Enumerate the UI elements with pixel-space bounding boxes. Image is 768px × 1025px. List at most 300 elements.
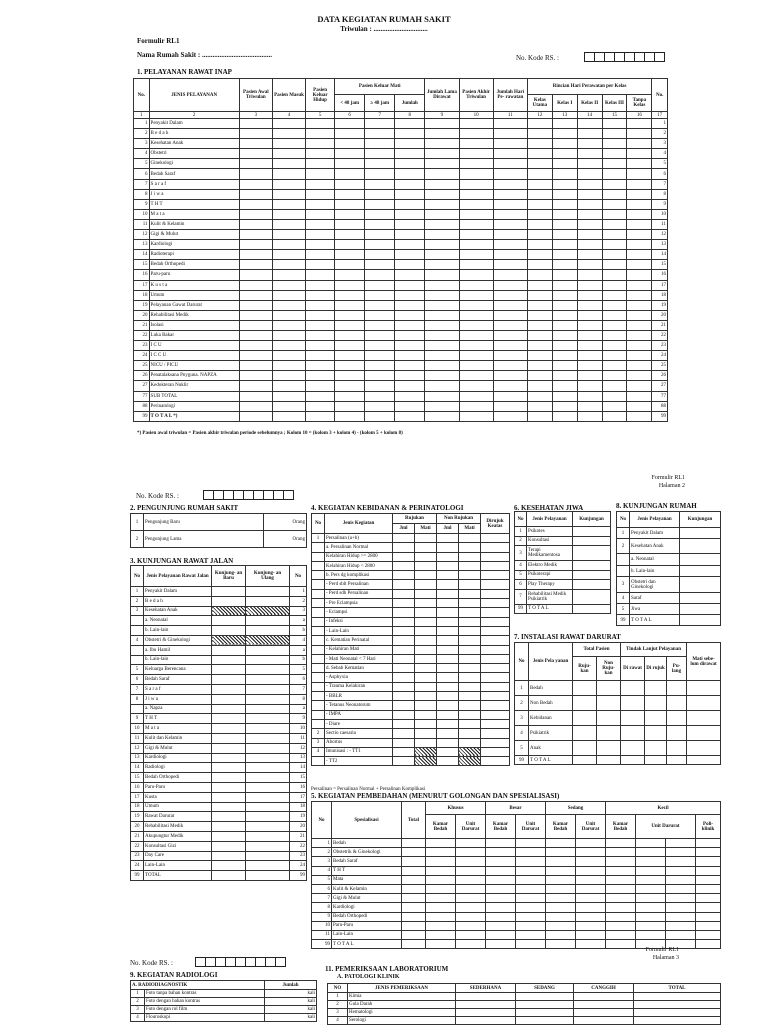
input-cell[interactable] <box>680 566 721 577</box>
input-cell[interactable] <box>393 757 415 766</box>
input-cell[interactable] <box>627 310 652 320</box>
input-cell[interactable] <box>239 129 272 139</box>
input-cell[interactable] <box>527 119 552 129</box>
input-cell[interactable] <box>527 260 552 270</box>
input-cell[interactable] <box>306 280 335 290</box>
input-cell[interactable] <box>573 570 611 580</box>
input-cell[interactable] <box>667 711 687 726</box>
input-cell[interactable] <box>481 608 510 617</box>
input-cell[interactable] <box>636 912 666 921</box>
input-cell[interactable] <box>597 756 621 765</box>
input-cell[interactable] <box>456 921 486 930</box>
input-cell[interactable] <box>459 626 481 635</box>
input-cell[interactable] <box>634 1001 721 1009</box>
input-cell[interactable] <box>493 300 527 310</box>
input-cell[interactable] <box>527 341 552 351</box>
input-cell[interactable] <box>527 330 552 340</box>
input-cell[interactable] <box>272 280 305 290</box>
input-cell[interactable] <box>246 596 290 606</box>
input-cell[interactable] <box>602 300 627 310</box>
input-cell[interactable] <box>606 912 636 921</box>
input-cell[interactable] <box>687 681 721 696</box>
input-cell[interactable] <box>437 654 459 663</box>
input-cell[interactable] <box>395 361 425 371</box>
input-cell[interactable] <box>627 320 652 330</box>
input-cell[interactable] <box>577 391 602 401</box>
input-cell[interactable] <box>239 401 272 411</box>
input-cell[interactable] <box>395 159 425 169</box>
input-cell[interactable] <box>239 290 272 300</box>
input-cell[interactable] <box>239 361 272 371</box>
input-cell[interactable] <box>493 341 527 351</box>
input-cell[interactable] <box>246 782 290 792</box>
input-cell[interactable] <box>246 684 290 694</box>
input-cell[interactable] <box>680 554 721 566</box>
input-cell[interactable] <box>272 371 305 381</box>
input-cell[interactable] <box>627 219 652 229</box>
input-cell[interactable] <box>212 596 246 606</box>
input-cell[interactable] <box>680 593 721 604</box>
input-cell[interactable] <box>437 710 459 719</box>
input-cell[interactable] <box>493 219 527 229</box>
input-cell[interactable] <box>402 848 426 857</box>
input-cell[interactable] <box>415 682 437 691</box>
input-cell[interactable] <box>306 260 335 270</box>
input-cell[interactable] <box>606 839 636 848</box>
input-cell[interactable] <box>246 812 290 822</box>
input-cell[interactable] <box>627 381 652 391</box>
input-cell[interactable] <box>415 738 437 747</box>
input-cell[interactable] <box>552 270 577 280</box>
input-cell[interactable] <box>335 320 365 330</box>
input-cell[interactable] <box>459 179 493 189</box>
input-cell[interactable] <box>602 250 627 260</box>
input-cell[interactable] <box>437 552 459 561</box>
input-cell[interactable] <box>272 219 305 229</box>
input-cell[interactable] <box>456 857 486 866</box>
input-cell[interactable] <box>486 903 516 912</box>
input-cell[interactable] <box>696 930 721 939</box>
input-cell[interactable] <box>546 894 576 903</box>
input-cell[interactable] <box>577 371 602 381</box>
input-cell[interactable] <box>393 673 415 682</box>
input-cell[interactable] <box>239 149 272 159</box>
input-cell[interactable] <box>426 912 456 921</box>
input-cell[interactable] <box>395 270 425 280</box>
input-cell[interactable] <box>546 930 576 939</box>
input-cell[interactable] <box>395 129 425 139</box>
input-cell[interactable] <box>395 139 425 149</box>
input-cell[interactable] <box>456 1001 516 1009</box>
input-cell[interactable] <box>552 250 577 260</box>
input-cell[interactable] <box>696 839 721 848</box>
input-cell[interactable] <box>239 411 272 421</box>
input-cell[interactable] <box>365 320 395 330</box>
input-cell[interactable] <box>527 159 552 169</box>
input-cell[interactable] <box>212 763 246 773</box>
input-cell[interactable] <box>239 270 272 280</box>
input-cell[interactable] <box>239 219 272 229</box>
input-cell[interactable] <box>577 330 602 340</box>
input-cell[interactable] <box>602 330 627 340</box>
input-cell[interactable] <box>395 149 425 159</box>
input-cell[interactable] <box>437 645 459 654</box>
input-cell[interactable] <box>459 543 481 552</box>
input-cell[interactable] <box>634 993 721 1001</box>
input-cell[interactable] <box>645 726 667 741</box>
input-cell[interactable] <box>335 250 365 260</box>
input-cell[interactable] <box>365 169 395 179</box>
input-cell[interactable] <box>415 654 437 663</box>
input-cell[interactable] <box>239 320 272 330</box>
input-cell[interactable] <box>437 543 459 552</box>
input-cell[interactable] <box>602 169 627 179</box>
input-cell[interactable] <box>552 330 577 340</box>
input-cell[interactable] <box>395 219 425 229</box>
input-cell[interactable] <box>335 351 365 361</box>
input-cell[interactable] <box>481 710 510 719</box>
input-cell[interactable] <box>272 351 305 361</box>
input-cell[interactable] <box>272 169 305 179</box>
input-cell[interactable] <box>395 320 425 330</box>
input-cell[interactable] <box>425 199 459 209</box>
input-cell[interactable] <box>456 912 486 921</box>
input-cell[interactable] <box>481 599 510 608</box>
input-cell[interactable] <box>456 940 486 949</box>
input-cell[interactable] <box>393 580 415 589</box>
input-cell[interactable] <box>395 119 425 129</box>
input-cell[interactable] <box>335 159 365 169</box>
input-cell[interactable] <box>687 711 721 726</box>
input-cell[interactable] <box>493 149 527 159</box>
input-cell[interactable] <box>212 714 246 724</box>
input-cell[interactable] <box>602 401 627 411</box>
input-cell[interactable] <box>335 280 365 290</box>
input-cell[interactable] <box>459 580 481 589</box>
input-cell[interactable] <box>481 682 510 691</box>
input-cell[interactable] <box>527 371 552 381</box>
input-cell[interactable] <box>527 411 552 421</box>
input-cell[interactable] <box>459 250 493 260</box>
input-cell[interactable] <box>239 230 272 240</box>
input-cell[interactable] <box>493 310 527 320</box>
input-cell[interactable] <box>493 169 527 179</box>
input-cell[interactable] <box>597 726 621 741</box>
input-cell[interactable] <box>627 411 652 421</box>
input-cell[interactable] <box>577 411 602 421</box>
input-cell[interactable] <box>395 290 425 300</box>
input-cell[interactable] <box>666 912 696 921</box>
input-cell[interactable] <box>415 580 437 589</box>
page3-code-boxes[interactable] <box>195 957 286 967</box>
input-cell[interactable] <box>516 894 546 903</box>
input-cell[interactable] <box>456 866 486 875</box>
input-cell[interactable] <box>365 330 395 340</box>
input-cell[interactable] <box>516 921 546 930</box>
input-cell[interactable] <box>426 857 456 866</box>
input-cell[interactable] <box>573 681 597 696</box>
input-cell[interactable] <box>621 696 645 711</box>
input-cell[interactable] <box>425 351 459 361</box>
input-cell[interactable] <box>493 139 527 149</box>
input-cell[interactable] <box>425 310 459 320</box>
input-cell[interactable] <box>437 617 459 626</box>
input-cell[interactable] <box>481 534 510 543</box>
input-cell[interactable] <box>456 993 516 1001</box>
input-cell[interactable] <box>415 719 437 728</box>
input-cell[interactable] <box>602 351 627 361</box>
input-cell[interactable] <box>606 930 636 939</box>
input-cell[interactable] <box>239 381 272 391</box>
input-cell[interactable] <box>212 812 246 822</box>
input-cell[interactable] <box>246 645 290 655</box>
input-cell[interactable] <box>481 580 510 589</box>
input-cell[interactable] <box>212 694 246 704</box>
input-cell[interactable] <box>486 884 516 893</box>
input-cell[interactable] <box>666 930 696 939</box>
input-cell[interactable] <box>459 189 493 199</box>
input-cell[interactable] <box>415 701 437 710</box>
input-cell[interactable] <box>666 894 696 903</box>
input-cell[interactable] <box>459 320 493 330</box>
input-cell[interactable] <box>212 733 246 743</box>
input-cell[interactable] <box>456 884 486 893</box>
input-cell[interactable] <box>365 260 395 270</box>
input-cell[interactable] <box>527 179 552 189</box>
input-cell[interactable] <box>306 159 335 169</box>
input-cell[interactable] <box>696 875 721 884</box>
input-cell[interactable] <box>459 310 493 320</box>
input-cell[interactable] <box>577 341 602 351</box>
input-cell[interactable] <box>516 839 546 848</box>
input-cell[interactable] <box>395 411 425 421</box>
input-cell[interactable] <box>666 866 696 875</box>
input-cell[interactable] <box>576 912 606 921</box>
input-cell[interactable] <box>577 250 602 260</box>
input-cell[interactable] <box>246 616 290 626</box>
input-cell[interactable] <box>516 866 546 875</box>
input-cell[interactable] <box>425 230 459 240</box>
input-cell[interactable] <box>459 270 493 280</box>
input-cell[interactable] <box>395 330 425 340</box>
input-cell[interactable] <box>602 129 627 139</box>
input-cell[interactable] <box>212 724 246 734</box>
input-cell[interactable] <box>306 411 335 421</box>
input-cell[interactable] <box>246 665 290 675</box>
input-cell[interactable] <box>606 875 636 884</box>
input-cell[interactable] <box>602 199 627 209</box>
input-cell[interactable] <box>425 361 459 371</box>
input-cell[interactable] <box>272 381 305 391</box>
input-cell[interactable] <box>577 169 602 179</box>
input-cell[interactable] <box>272 149 305 159</box>
input-cell[interactable] <box>574 1009 634 1017</box>
input-cell[interactable] <box>395 240 425 250</box>
input-cell[interactable] <box>365 361 395 371</box>
input-cell[interactable] <box>602 270 627 280</box>
input-cell[interactable] <box>481 692 510 701</box>
input-cell[interactable] <box>459 729 481 738</box>
input-cell[interactable] <box>627 139 652 149</box>
input-cell[interactable] <box>481 543 510 552</box>
input-cell[interactable] <box>576 866 606 875</box>
input-cell[interactable] <box>426 848 456 857</box>
input-cell[interactable] <box>597 696 621 711</box>
input-cell[interactable] <box>493 381 527 391</box>
unit-label[interactable]: Orang <box>264 531 307 548</box>
input-cell[interactable] <box>393 599 415 608</box>
input-cell[interactable] <box>459 682 481 691</box>
input-cell[interactable] <box>459 401 493 411</box>
input-cell[interactable] <box>437 599 459 608</box>
input-cell[interactable] <box>393 543 415 552</box>
input-cell[interactable] <box>459 692 481 701</box>
input-cell[interactable] <box>576 894 606 903</box>
input-cell[interactable] <box>335 260 365 270</box>
unit-label[interactable]: kali <box>265 1006 317 1014</box>
input-cell[interactable] <box>552 189 577 199</box>
input-cell[interactable] <box>576 903 606 912</box>
input-cell[interactable] <box>246 694 290 704</box>
input-cell[interactable] <box>335 391 365 401</box>
input-cell[interactable] <box>627 189 652 199</box>
input-cell[interactable] <box>459 240 493 250</box>
input-cell[interactable] <box>246 733 290 743</box>
input-cell[interactable] <box>481 738 510 747</box>
input-cell[interactable] <box>666 875 696 884</box>
input-cell[interactable] <box>577 189 602 199</box>
input-cell[interactable] <box>335 270 365 280</box>
input-cell[interactable] <box>246 753 290 763</box>
input-cell[interactable] <box>552 169 577 179</box>
input-cell[interactable] <box>527 280 552 290</box>
input-cell[interactable] <box>459 351 493 361</box>
input-cell[interactable] <box>239 189 272 199</box>
input-cell[interactable] <box>687 726 721 741</box>
input-cell[interactable] <box>335 219 365 229</box>
input-cell[interactable] <box>493 391 527 401</box>
input-cell[interactable] <box>493 260 527 270</box>
input-cell[interactable] <box>627 290 652 300</box>
input-cell[interactable] <box>415 589 437 598</box>
input-cell[interactable] <box>602 230 627 240</box>
input-cell[interactable] <box>402 903 426 912</box>
input-cell[interactable] <box>576 921 606 930</box>
input-cell[interactable] <box>552 179 577 189</box>
input-cell[interactable] <box>634 1009 721 1017</box>
input-cell[interactable] <box>493 290 527 300</box>
input-cell[interactable] <box>602 159 627 169</box>
input-cell[interactable] <box>527 391 552 401</box>
input-cell[interactable] <box>680 615 721 626</box>
input-cell[interactable] <box>437 571 459 580</box>
input-cell[interactable] <box>493 351 527 361</box>
input-cell[interactable] <box>481 645 510 654</box>
input-cell[interactable] <box>246 675 290 685</box>
input-cell[interactable] <box>527 300 552 310</box>
input-cell[interactable] <box>459 381 493 391</box>
input-cell[interactable] <box>577 280 602 290</box>
input-cell[interactable] <box>627 300 652 310</box>
input-cell[interactable] <box>456 839 486 848</box>
input-cell[interactable] <box>393 645 415 654</box>
input-cell[interactable] <box>602 381 627 391</box>
input-cell[interactable] <box>239 260 272 270</box>
input-cell[interactable] <box>437 589 459 598</box>
input-cell[interactable] <box>486 930 516 939</box>
input-cell[interactable] <box>212 616 246 626</box>
input-cell[interactable] <box>402 940 426 949</box>
input-cell[interactable] <box>574 993 634 1001</box>
input-cell[interactable] <box>493 361 527 371</box>
input-cell[interactable] <box>606 894 636 903</box>
input-cell[interactable] <box>415 599 437 608</box>
input-cell[interactable] <box>395 189 425 199</box>
input-cell[interactable] <box>212 782 246 792</box>
input-cell[interactable] <box>645 756 667 765</box>
input-cell[interactable] <box>666 884 696 893</box>
input-cell[interactable] <box>621 681 645 696</box>
input-cell[interactable] <box>493 270 527 280</box>
input-cell[interactable] <box>246 831 290 841</box>
input-cell[interactable] <box>627 159 652 169</box>
input-cell[interactable] <box>577 401 602 411</box>
input-cell[interactable] <box>395 310 425 320</box>
input-cell[interactable] <box>481 719 510 728</box>
input-cell[interactable] <box>239 310 272 320</box>
input-cell[interactable] <box>627 240 652 250</box>
input-cell[interactable] <box>365 149 395 159</box>
input-cell[interactable] <box>481 617 510 626</box>
input-cell[interactable] <box>546 839 576 848</box>
input-cell[interactable] <box>459 636 481 645</box>
input-cell[interactable] <box>459 534 481 543</box>
input-cell[interactable] <box>577 129 602 139</box>
input-cell[interactable] <box>306 381 335 391</box>
input-cell[interactable] <box>395 351 425 361</box>
input-cell[interactable] <box>212 704 246 714</box>
input-cell[interactable] <box>516 884 546 893</box>
input-cell[interactable] <box>666 903 696 912</box>
input-cell[interactable] <box>239 250 272 260</box>
input-cell[interactable] <box>602 139 627 149</box>
input-cell[interactable] <box>239 179 272 189</box>
input-cell[interactable] <box>627 149 652 159</box>
input-cell[interactable] <box>667 681 687 696</box>
input-cell[interactable] <box>239 199 272 209</box>
input-cell[interactable] <box>395 199 425 209</box>
input-cell[interactable] <box>239 159 272 169</box>
input-cell[interactable] <box>493 119 527 129</box>
input-cell[interactable] <box>627 351 652 361</box>
input-cell[interactable] <box>365 159 395 169</box>
input-cell[interactable] <box>486 857 516 866</box>
input-cell[interactable] <box>687 696 721 711</box>
input-cell[interactable] <box>246 724 290 734</box>
unit-label[interactable]: kali <box>265 998 317 1006</box>
input-cell[interactable] <box>493 179 527 189</box>
input-cell[interactable] <box>393 747 415 756</box>
input-cell[interactable] <box>666 921 696 930</box>
input-cell[interactable] <box>597 681 621 696</box>
input-cell[interactable] <box>546 912 576 921</box>
input-cell[interactable] <box>459 199 493 209</box>
input-cell[interactable] <box>577 199 602 209</box>
input-cell[interactable] <box>621 756 645 765</box>
input-cell[interactable] <box>606 921 636 930</box>
input-cell[interactable] <box>636 921 666 930</box>
input-cell[interactable] <box>212 587 246 597</box>
